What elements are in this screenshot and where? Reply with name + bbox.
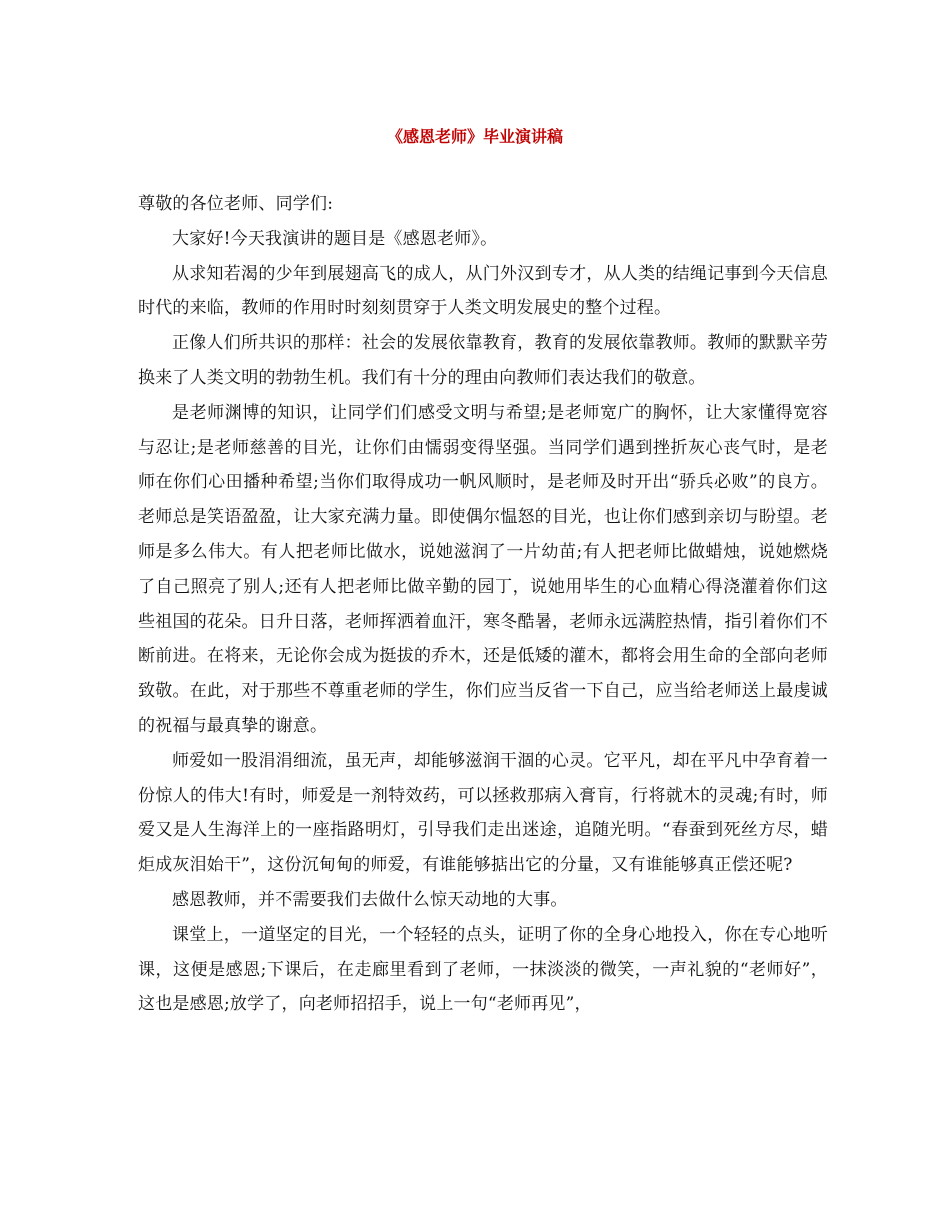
- paragraph: 课堂上，一道坚定的目光，一个轻轻的点头，证明了你的全身心地投入，你在专心地听课，这便是感恩;下课后，在走廊里看到了老师，一抹淡淡的微笑，一声礼貌的“老师好”，这也是感恩;放学了，向老师招招手，说上一句“老师再见”，: [138, 924, 828, 1015]
- paragraph: 是老师渊博的知识，让同学们们感受文明与希望;是老师宽广的胸怀，让大家懂得宽容与忍让;是老师慈善的目光，让你们由懦弱变得坚强。当同学们遇到挫折灰心丧气时，是老师在你们心田播种希望;当你们取得成功一帆风顺时，是老师及时开出“骄兵必败”的良方。老师总是笑语盈盈，让大家充满力量。即使偶尔愠怒的目光，也让你们感到亲切与盼望。老师是多么伟大。有人把老师比做水，说她滋润了一片幼苗;有人把老师比做蜡烛，说她燃烧了自己照亮了别人;还有人把老师比做辛勤的园丁，说她用毕生的心血精心得浇灌着你们这些祖国的花朵。日升日落，老师挥洒着血汗，寒冬酷暑，老师永远满腔热情，指引着你们不断前进。在将来，无论你会成为挺拔的乔木，还是低矮的灌木，都将会用生命的全部向老师致敬。在此，对于那些不尊重老师的学生，你们应当反省一下自己，应当给老师送上最虔诚的祝福与最真挚的谢意。: [138, 402, 828, 736]
- paragraph: 师爱如一股涓涓细流，虽无声，却能够滋润干涸的心灵。它平凡，却在平凡中孕育着一份惊人的伟大!有时，师爱是一剂特效药，可以拯救那病入膏肓，行将就木的灵魂;有时，师爱又是人生海洋上的一座指路明灯，引导我们走出迷途，追随光明。“春蚕到死丝方尽，蜡炬成灰泪始干”，这份沉甸甸的师爱，有谁能够掂出它的分量，又有谁能够真正偿还呢?: [138, 750, 828, 876]
- paragraph: 感恩教师，并不需要我们去做什么惊天动地的大事。: [172, 889, 568, 910]
- document-body: [138, 187, 828, 1022]
- paragraph: 大家好!今天我演讲的题目是《感恩老师》。: [172, 228, 498, 249]
- paragraph: 尊敬的各位老师、同学们:: [138, 194, 334, 214]
- document-title: 《感恩老师》毕业演讲稿: [386, 127, 563, 146]
- paragraph: 正像人们所共识的那样：社会的发展依靠教育，教育的发展依靠教师。教师的默默辛劳换来了人类文明的勃勃生机。我们有十分的理由向教师们表达我们的敬意。: [138, 333, 828, 388]
- paragraph: 从求知若渴的少年到展翅高飞的成人，从门外汉到专才，从人类的结绳记事到今天信息时代的来临，教师的作用时时刻刻贯穿于人类文明发展史的整个过程。: [138, 263, 828, 319]
